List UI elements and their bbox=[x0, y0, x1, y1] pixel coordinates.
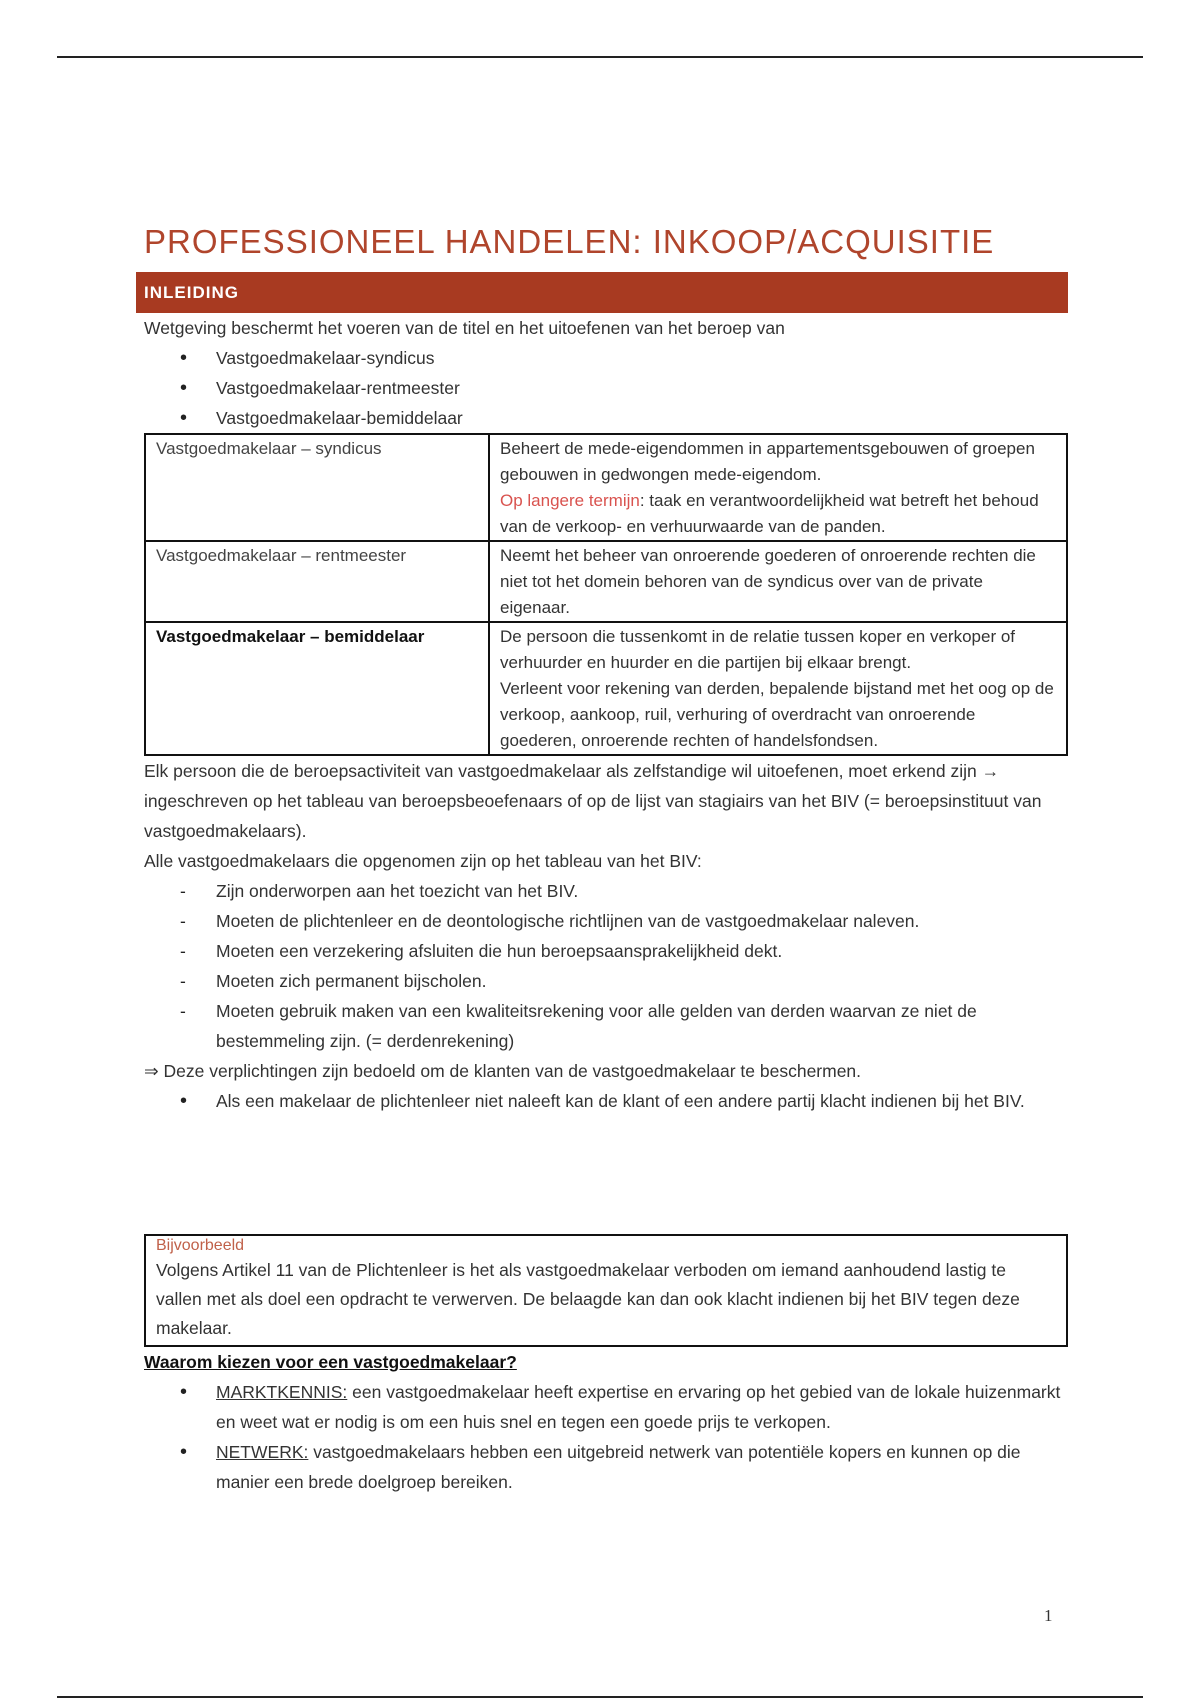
table-cell-name: Vastgoedmakelaar – bemiddelaar bbox=[145, 622, 489, 755]
list-item: • Vastgoedmakelaar-rentmeester bbox=[216, 373, 1068, 403]
table-cell-name: Vastgoedmakelaar – syndicus bbox=[145, 434, 489, 541]
list-item: • Als een makelaar de plichtenleer niet naleeft kan de klant of een andere partij klacht indienen bij het BIV. bbox=[216, 1086, 1068, 1116]
list-item: - Moeten een verzekering afsluiten die hun beroepsaansprakelijkheid dekt. bbox=[216, 936, 1068, 966]
list-item: - Moeten gebruik maken van een kwaliteitsrekening voor alle gelden van derden waarvan ze niet de bestemmeling zijn. (= derdenrekening) bbox=[216, 996, 1068, 1056]
table-cell-description: Neemt het beheer van onroerende goederen of onroerende rechten die niet tot het domein behoren van de syndicus over van de private eigenaar. bbox=[489, 541, 1067, 622]
table-cell-description bbox=[489, 622, 1067, 755]
example-box bbox=[144, 1234, 1068, 1347]
description-text: Verleent voor rekening van derden, bepalende bijstand met het oog op de verkoop, aankoop, ruil, verhuring of overdracht van onroerende goederen, onroerende rechten of handelsfondsen. bbox=[500, 679, 1054, 750]
list-item: • Vastgoedmakelaar-bemiddelaar bbox=[216, 403, 1068, 433]
list-item: - Zijn onderworpen aan het toezicht van het BIV. bbox=[216, 876, 1068, 906]
item-text: vastgoedmakelaars hebben een uitgebreid netwerk van potentiële kopers en kunnen op die manier een brede doelgroep bereiken. bbox=[216, 1442, 1021, 1492]
item-text: een vastgoedmakelaar heeft expertise en ervaring op het gebied van de lokale huizenmarkt en weet wat er nodig is om een huis snel en tegen een goede prijs te verkopen. bbox=[216, 1382, 1061, 1432]
roles-table bbox=[144, 433, 1068, 756]
list-item: - Moeten de plichtenleer en de deontologische richtlijnen van de vastgoedmakelaar naleven. bbox=[216, 906, 1068, 936]
term-label: NETWERK: bbox=[216, 1442, 309, 1462]
list-item bbox=[216, 1437, 1068, 1497]
example-text: Volgens Artikel 11 van de Plichtenleer is het als vastgoedmakelaar verboden om iemand aanhoudend lastig te vallen met als doel een opdracht te verwerven. De belaagde kan dan ook klacht indienen bij het BIV tegen deze makelaar. bbox=[156, 1260, 1020, 1338]
footer-rule bbox=[57, 1696, 1143, 1698]
table-row bbox=[145, 541, 1067, 622]
section-heading: INLEIDING bbox=[136, 272, 1068, 313]
list-item bbox=[216, 1377, 1068, 1437]
duties-list bbox=[136, 876, 1068, 1056]
term-label: MARKTKENNIS: bbox=[216, 1382, 348, 1402]
table-cell-name: Vastgoedmakelaar – rentmeester bbox=[145, 541, 489, 622]
list-item: - Moeten zich permanent bijscholen. bbox=[216, 966, 1068, 996]
description-text: : taak en verantwoordelijkheid wat betreft het behoud van de verkoop- en verhuurwaarde van de panden. bbox=[500, 491, 1039, 536]
list-item: • Vastgoedmakelaar-syndicus bbox=[216, 343, 1068, 373]
why-list bbox=[136, 1377, 1068, 1497]
table-cell-description bbox=[489, 434, 1067, 541]
description-text: De persoon die tussenkomt in de relatie tussen koper en verkoper of verhuurder en huurder en die partijen bij elkaar brengt. bbox=[500, 627, 1016, 672]
why-heading: Waarom kiezen voor een vastgoedmakelaar? bbox=[144, 1352, 517, 1372]
page-number: 1 bbox=[1044, 1606, 1053, 1625]
example-label: Bijvoorbeeld bbox=[156, 1237, 245, 1254]
term-label: Op langere termijn bbox=[500, 491, 640, 510]
page-content bbox=[136, 218, 1068, 1497]
document-title: PROFESSIONEEL HANDELEN: INKOOP/ACQUISITIE bbox=[144, 223, 995, 260]
intro-text: Wetgeving beschermt het voeren van de titel en het uitoefenen van het beroep van bbox=[144, 318, 785, 338]
intro-list bbox=[136, 343, 1068, 433]
recognition-intro: Alle vastgoedmakelaars die opgenomen zijn op het tableau van het BIV: bbox=[144, 851, 702, 871]
table-row bbox=[145, 622, 1067, 755]
table-row bbox=[145, 434, 1067, 541]
conclusion-text: ⇒ Deze verplichtingen zijn bedoeld om de klanten van de vastgoedmakelaar te beschermen. bbox=[144, 1061, 862, 1081]
conclusion-list bbox=[136, 1086, 1068, 1116]
description-text: Beheert de mede-eigendommen in appartementsgebouwen of groepen gebouwen in gedwongen mede-eigendom. bbox=[500, 439, 1035, 484]
recognition-text: Elk persoon die de beroepsactiviteit van vastgoedmakelaar als zelfstandige wil uitoefenen, moet erkend zijn → ingeschreven op het tableau van beroepsbeoefenaars of op de lijst van stagiairs van het BIV (= beroepsinstituut van vastgoedmakelaars). bbox=[144, 761, 1042, 841]
header-rule bbox=[57, 56, 1143, 58]
